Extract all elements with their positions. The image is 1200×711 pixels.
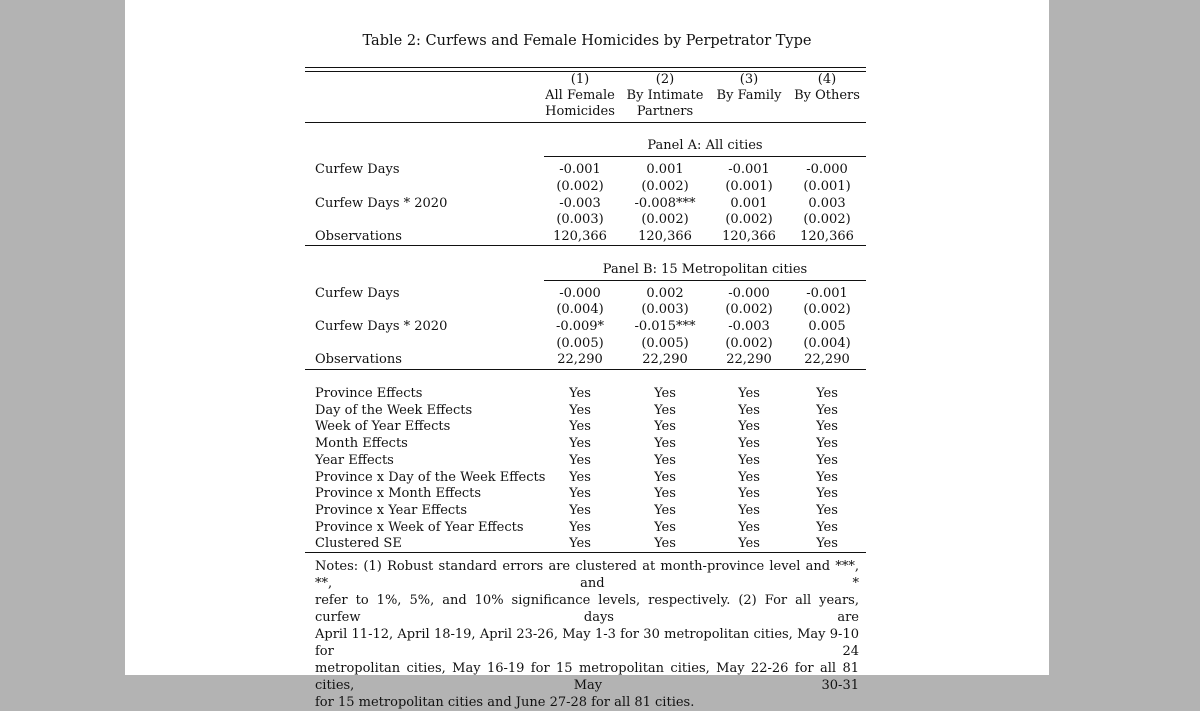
panel-end-rule	[305, 245, 866, 246]
panel-underline	[544, 156, 866, 157]
effect-value: Yes	[738, 486, 760, 501]
effect-value: Yes	[569, 386, 591, 401]
column-header: Homicides	[545, 104, 615, 119]
row-label: Observations	[315, 352, 402, 367]
column-number: (3)	[739, 72, 759, 87]
effect-value: Yes	[569, 520, 591, 535]
effect-value: Yes	[738, 536, 760, 551]
effect-value: Yes	[738, 436, 760, 451]
cell-value: 0.003	[808, 196, 846, 211]
row-label: Curfew Days	[315, 286, 400, 301]
panel-end-rule	[305, 369, 866, 370]
row-label: Observations	[315, 229, 402, 244]
effect-value: Yes	[738, 403, 760, 418]
effect-value: Yes	[816, 470, 838, 485]
effect-value: Yes	[738, 470, 760, 485]
notes-line: Notes: (1) Robust standard errors are clustered at month-province level and ***, **, and *	[315, 559, 859, 591]
cell-value: (0.004)	[803, 336, 851, 351]
cell-value: -0.003	[728, 319, 770, 334]
effect-value: Yes	[738, 386, 760, 401]
notes-line: for 15 metropolitan cities and June 27-28 for all 81 cities.	[315, 695, 695, 710]
notes-line: refer to 1%, 5%, and 10% significance levels, respectively. (2) For all years, curfew days are	[315, 593, 859, 625]
cell-value: -0.000	[806, 162, 848, 177]
row-label: Curfew Days * 2020	[315, 196, 448, 211]
effect-value: Yes	[738, 453, 760, 468]
column-header: All Female	[545, 88, 615, 103]
cell-value: 22,290	[557, 352, 603, 367]
panel-underline	[544, 280, 866, 281]
cell-value: 22,290	[804, 352, 850, 367]
cell-value: -0.009*	[555, 319, 605, 334]
cell-value: -0.003	[559, 196, 601, 211]
effect-value: Yes	[816, 453, 838, 468]
cell-value: (0.002)	[725, 212, 773, 227]
effect-label: Clustered SE	[315, 536, 402, 551]
effect-label: Day of the Week Effects	[315, 403, 473, 418]
cell-value: (0.005)	[641, 336, 689, 351]
cell-value: (0.005)	[556, 336, 604, 351]
cell-value: 120,366	[553, 229, 607, 244]
column-header: By Intimate	[626, 88, 704, 103]
cell-value: 0.002	[646, 286, 684, 301]
document-page	[125, 0, 1049, 710]
effect-value: Yes	[654, 403, 676, 418]
top-rule	[305, 67, 866, 68]
cell-value: (0.001)	[725, 179, 773, 194]
bottom-rule	[305, 552, 866, 553]
effect-value: Yes	[816, 403, 838, 418]
notes-line: April 11-12, April 18-19, April 23-26, May 1-3 for 30 metropolitan cities, May 9-10 for 24	[315, 627, 859, 659]
effect-value: Yes	[654, 536, 676, 551]
cell-value: (0.002)	[725, 302, 773, 317]
cell-value: 120,366	[638, 229, 692, 244]
cell-value: 22,290	[726, 352, 772, 367]
effect-value: Yes	[738, 520, 760, 535]
column-number: (2)	[655, 72, 675, 87]
effect-value: Yes	[654, 453, 676, 468]
notes-line: metropolitan cities, May 16-19 for 15 metropolitan cities, May 22-26 for all 81 cities, May 30-31	[315, 661, 859, 693]
effect-label: Week of Year Effects	[315, 419, 451, 434]
effect-value: Yes	[816, 386, 838, 401]
row-label: Curfew Days	[315, 162, 400, 177]
cell-value: -0.000	[559, 286, 601, 301]
effect-value: Yes	[569, 503, 591, 518]
effect-value: Yes	[654, 486, 676, 501]
cell-value: (0.002)	[725, 336, 773, 351]
effect-value: Yes	[816, 503, 838, 518]
effect-value: Yes	[569, 419, 591, 434]
effect-label: Year Effects	[315, 453, 394, 468]
cell-value: -0.008***	[634, 196, 696, 211]
effect-value: Yes	[654, 419, 676, 434]
cell-value: (0.002)	[803, 302, 851, 317]
column-header: Partners	[636, 104, 694, 119]
effect-label: Province x Day of the Week Effects	[315, 470, 546, 485]
cell-value: 0.001	[646, 162, 684, 177]
panel-title: Panel A: All cities	[647, 138, 763, 153]
effect-value: Yes	[816, 486, 838, 501]
column-header: By Others	[794, 88, 860, 103]
cell-value: 0.001	[730, 196, 768, 211]
effect-value: Yes	[816, 419, 838, 434]
row-label: Curfew Days * 2020	[315, 319, 448, 334]
effect-value: Yes	[738, 419, 760, 434]
effect-label: Province x Month Effects	[315, 486, 482, 501]
effect-label: Province x Week of Year Effects	[315, 520, 524, 535]
effect-value: Yes	[738, 503, 760, 518]
column-number: (1)	[570, 72, 590, 87]
effect-value: Yes	[569, 453, 591, 468]
header-rule	[305, 122, 866, 123]
effect-value: Yes	[816, 520, 838, 535]
effect-value: Yes	[569, 486, 591, 501]
cell-value: (0.002)	[556, 179, 604, 194]
cell-value: (0.002)	[803, 212, 851, 227]
cell-value: 0.005	[808, 319, 846, 334]
table-notes	[315, 558, 859, 711]
effect-value: Yes	[816, 536, 838, 551]
table-title: Table 2: Curfews and Female Homicides by Perpetrator Type	[362, 33, 812, 49]
effect-value: Yes	[654, 470, 676, 485]
cell-value: -0.000	[728, 286, 770, 301]
cell-value: (0.003)	[641, 302, 689, 317]
effect-value: Yes	[569, 470, 591, 485]
cell-value: -0.001	[806, 286, 848, 301]
effect-value: Yes	[654, 520, 676, 535]
column-header: By Family	[716, 88, 782, 103]
effect-value: Yes	[569, 536, 591, 551]
cell-value: -0.001	[559, 162, 601, 177]
effect-label: Province x Year Effects	[315, 503, 468, 518]
cell-value: (0.003)	[556, 212, 604, 227]
panel-title: Panel B: 15 Metropolitan cities	[602, 262, 808, 277]
effect-value: Yes	[654, 436, 676, 451]
cell-value: 120,366	[722, 229, 776, 244]
column-number: (4)	[817, 72, 837, 87]
effect-value: Yes	[569, 436, 591, 451]
cell-value: (0.004)	[556, 302, 604, 317]
effect-value: Yes	[654, 503, 676, 518]
cell-value: 22,290	[642, 352, 688, 367]
cell-value: (0.001)	[803, 179, 851, 194]
effect-value: Yes	[569, 403, 591, 418]
effect-label: Month Effects	[315, 436, 408, 451]
cell-value: 120,366	[800, 229, 854, 244]
effect-value: Yes	[654, 386, 676, 401]
cell-value: -0.015***	[634, 319, 696, 334]
effect-value: Yes	[816, 436, 838, 451]
cell-value: -0.001	[728, 162, 770, 177]
cell-value: (0.002)	[641, 212, 689, 227]
effect-label: Province Effects	[315, 386, 423, 401]
cell-value: (0.002)	[641, 179, 689, 194]
